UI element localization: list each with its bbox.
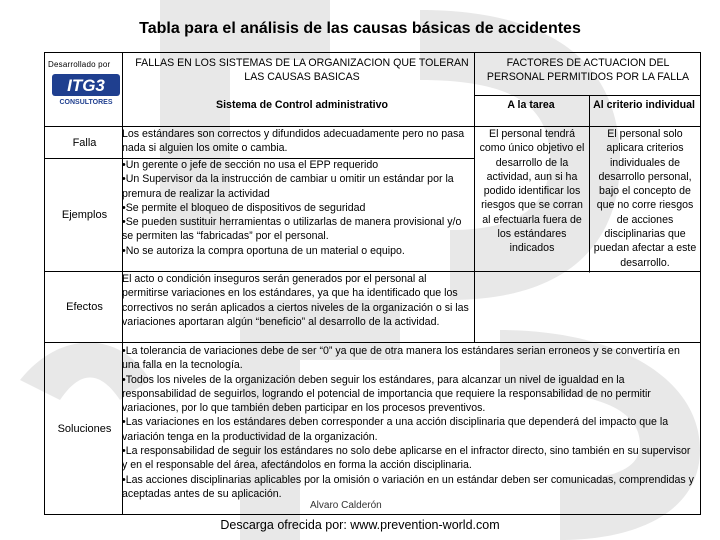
solution-item: •Todos los niveles de la organización deben seguir los estándares, para alcanzar un nivel de igualdad en la responsabilidad de seguirlos, logrando el potencial de importancia que requiere la responsabilidad de no permitir variaciones, por lo que también deben participar en los procesos preventivos. [122,373,651,415]
falla-text: Los estándares son correctos y difundidos adecuadamente pero no pasa nada si alguien los omite o cambia. [122,128,465,155]
header-admin-control: Sistema de Control administrativo [216,99,388,111]
examples-list [122,158,472,258]
example-item: •Un gerente o jefe de sección no usa el EPP requerido [122,159,379,171]
header-task: A la tarea [507,99,555,111]
example-item: •Se pueden sustituir herramientas o utilizarlas de manera provisional y/o se permiten las “fabricadas” por el personal. [122,216,462,243]
effects-text: El acto o condición inseguros serán generados por el personal al permitirse variaciones en los estándares, ya que ha identificado que los correctivos no serán aplicados a ciertos niveles de la organización o si las variaciones aportaran algún “beneficio” al desarrollo de la actividad. [122,273,469,328]
example-item: •Se permite el bloqueo de dispositivos de seguridad [122,201,366,214]
footer-download-note: Descarga ofrecida por: www.prevention-world.com [220,518,500,532]
row-label-falla: Falla [72,137,97,149]
example-item: •No se autoriza la compra oportuna de un material o equipo. [122,244,405,257]
page-title: Tabla para el análisis de las causas básicas de accidentes [139,20,581,37]
author-watermark: Alvaro Calderón [310,500,382,511]
solution-item: •Las acciones disciplinarias aplicables por la omisión o variación en un estándar deben ser comunicadas, comprendidas y aceptadas antes de su aplicación. [122,473,694,500]
header-factors: FACTORES DE ACTUACION DEL PERSONAL PERMITIDOS POR LA FALLA [486,57,690,84]
row-label-efectos: Efectos [66,301,103,313]
solutions-list [122,344,698,501]
solution-item: •La responsabilidad de seguir los estándares no solo debe aplicarse en el infractor directo, sino también en su supervisor y en el responsable del área, afectándolos en forma la acción disciplinaria. [122,445,691,472]
header-criterion: Al criterio individual [593,99,695,111]
company-logo [50,72,122,106]
header-failures: FALLAS EN LOS SISTEMAS DE LA ORGANIZACION QUE TOLERAN LAS CAUSAS BASICAS [135,57,469,84]
row-label-soluciones: Soluciones [57,423,112,435]
solution-item: •Las variaciones en los estándares deben corresponder a una acción disciplinaria que dependerá del impacto que la variación tenga en la productividad de la organización. [122,416,669,443]
logo-text: ITG3 [67,76,105,95]
criterion-text: El personal solo aplicara criterios individuales de desarrollo personal, bajo el concepto de que no corre riesgos de acciones disciplinarias que puedan afectar a este desarrollo. [593,128,697,269]
task-text: El personal tendrá como único objetivo el desarrollo de la actividad, aun si ha podido identificar los riesgos que se corran al efectuarla fuera de los estándares indicados [479,128,585,255]
developed-by-label: Desarrollado por [48,60,111,69]
example-item: •Un Supervisor da la instrucción de cambiar u omitir un estándar por la premura de realizar la actividad [122,173,454,200]
logo-subtext: CONSULTORES [59,99,113,106]
solution-item: •La tolerancia de variaciones debe de ser “0” ya que de otra manera los estándares serian erroneos y se convertiría en una falla en la tecnología. [122,345,680,372]
row-label-ejemplos: Ejemplos [61,209,108,221]
